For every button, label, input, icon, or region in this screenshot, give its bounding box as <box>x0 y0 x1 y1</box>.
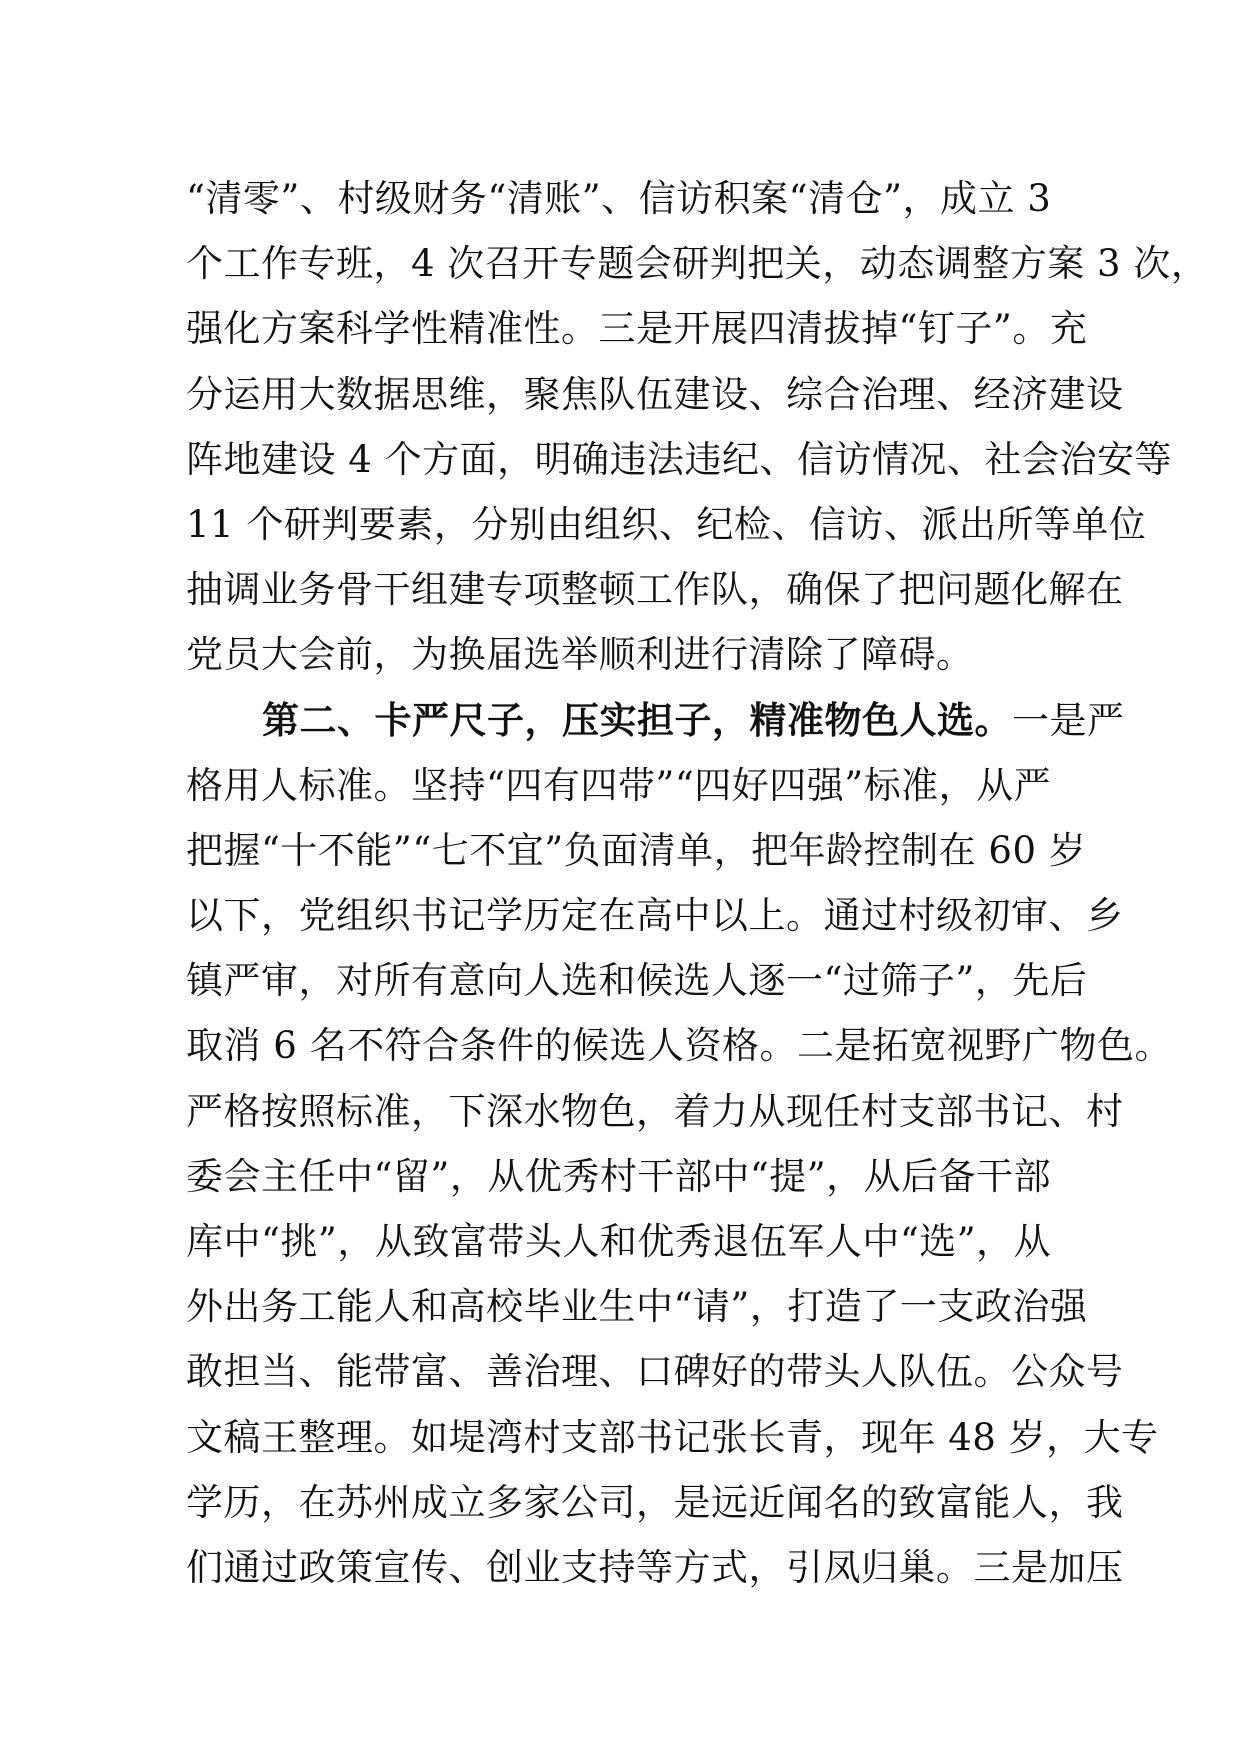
text-line: 分运用大数据思维，聚焦队伍建设、综合治理、经济建设 <box>186 372 1124 416</box>
text-line: 强化方案科学性精准性。三是开展四清拔掉“钉子”。充 <box>186 307 1088 351</box>
text-line: 抽调业务骨干组建专项整顿工作队，确保了把问题化解在 <box>186 568 1124 612</box>
text-line: 外出务工能人和高校毕业生中“请”，打造了一支政治强 <box>186 1285 1088 1329</box>
paragraph-1 <box>186 166 1209 688</box>
text-line: 们通过政策宣传、创业支持等方式，引凤归巢。三是加压 <box>186 1545 1124 1589</box>
text-line: 学历，在苏州成立多家公司，是远近闻名的致富能人，我 <box>186 1480 1124 1524</box>
text-line: 严格按照标准，下深水物色，着力从现任村支部书记、村 <box>186 1089 1124 1133</box>
text-line: 党员大会前，为换届选举顺利进行清除了障碍。 <box>186 633 974 677</box>
paragraph-2 <box>186 688 1173 1601</box>
text-line: 敢担当、能带富、善治理、口碑好的带头人队伍。公众号 <box>186 1350 1124 1394</box>
text-line: 个工作专班，4 次召开专题会研判把关，动态调整方案 3 次， <box>186 242 1209 286</box>
text-line: 文稿王整理。如堤湾村支部书记张长青，现年 48 岁，大专 <box>186 1415 1159 1459</box>
text-line: 委会主任中“留”，从优秀村干部中“提”，从后备干部 <box>186 1154 1052 1198</box>
text-line: 格用人标准。坚持“四有四带”“四好四强”标准，从严 <box>186 763 1052 807</box>
paragraph-first-line <box>186 688 1125 753</box>
text-line: 把握“十不能”“七不宜”负面清单，把年龄控制在 60 岁 <box>186 828 1087 872</box>
text-line: 镇严审，对所有意向人选和候选人逐一“过筛子”，先后 <box>186 959 1088 1003</box>
section-heading: 第二、卡严尺子，压实担子，精准物色人选。 <box>262 697 1012 742</box>
text-line: 阵地建设 4 个方面，明确违法违纪、信访情况、社会治安等 <box>186 437 1173 481</box>
text-line: “清零”、村级财务“清账”、信访积案“清仓”，成立 3 <box>186 177 1052 220</box>
text-line: 以下，党组织书记学历定在高中以上。通过村级初审、乡 <box>186 894 1124 938</box>
text-line: 库中“挑”，从致富带头人和优秀退伍军人中“选”，从 <box>186 1220 1052 1263</box>
text-run: 一是严 <box>1012 698 1125 742</box>
text-line: 取消 6 名不符合条件的候选人资格。二是拓宽视野广物色。 <box>186 1024 1173 1068</box>
text-line: 11 个研判要素，分别由组织、纪检、信访、派出所等单位 <box>186 502 1147 546</box>
document-body <box>186 166 1209 1600</box>
